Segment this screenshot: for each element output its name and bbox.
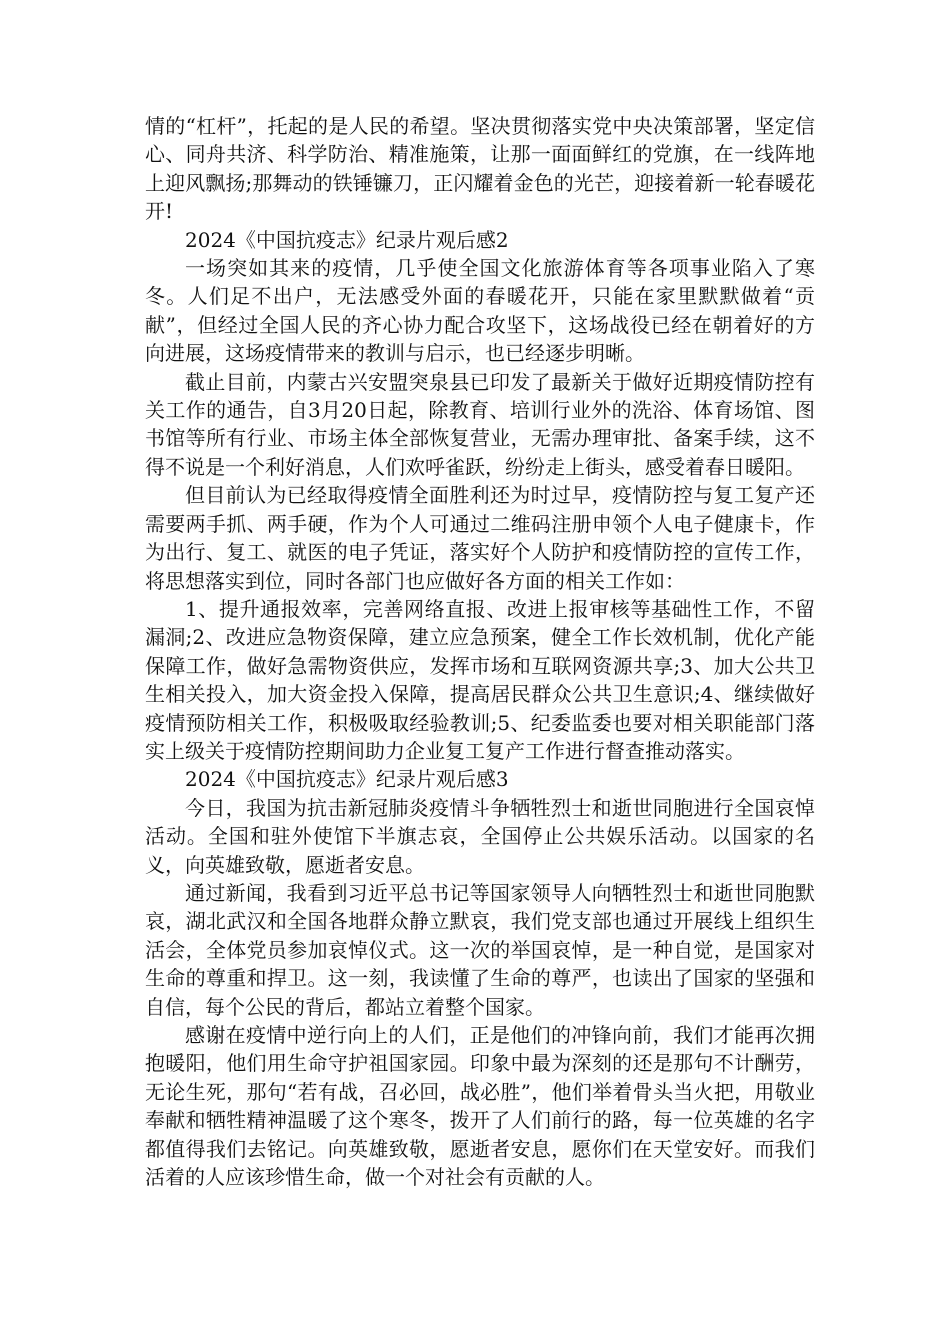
section-heading: 2024《中国抗疫志》纪录片观后感2 [185, 227, 509, 252]
paragraph: 但目前认为已经取得疫情全面胜利还为时过早，疫情防控与复工复产还需要两手抓、两手硬，作为个人可通过二维码注册申领个人电子健康卡，作为出行、复工、就医的电子凭证，落实好个人防护和疫情防控的宣传工作，将思想落实到位，同时各部门也应做好各方面的相关工作如： [145, 483, 815, 593]
paragraph: 一场突如其来的疫情，几乎使全国文化旅游体育等各项事业陷入了寒冬。人们足不出户，无法感受外面的春暖花开，只能在家里默默做着“贡献”，但经过全国人民的齐心协力配合攻坚下，这场战役已经在朝着好的方向进展，这场疫情带来的教训与启示，也已经逐步明晰。 [145, 256, 815, 366]
document-page [145, 112, 815, 1191]
paragraph: 通过新闻，我看到习近平总书记等国家领导人向牺牲烈士和逝世同胞默哀，湖北武汉和全国各地群众静立默哀，我们党支部也通过开展线上组织生活会，全体党员参加哀悼仪式。这一次的举国哀悼，是一种自觉，是国家对生命的尊重和捍卫。这一刻，我读懂了生命的尊严，也读出了国家的坚强和自信，每个公民的背后，都站立着整个国家。 [145, 880, 815, 1019]
paragraph: 情的“杠杆”，托起的是人民的希望。坚决贯彻落实党中央决策部署，坚定信心、同舟共济、科学防治、精准施策，让那一面面鲜红的党旗，在一线阵地上迎风飘扬;那舞动的铁锤镰刀，正闪耀着金色的光芒，迎接着新一轮春暖花开! [145, 114, 815, 224]
section-heading: 2024《中国抗疫志》纪录片观后感3 [185, 767, 509, 792]
paragraph: 截止目前，内蒙古兴安盟突泉县已印发了最新关于做好近期疫情防控有关工作的通告，自3月20日起，除教育、培训行业外的洗浴、体育场馆、图书馆等所有行业、市场主体全部恢复营业，无需办理审批、备案手续，这不得不说是一个利好消息，人们欢呼雀跃，纷纷走上街头，感受着春日暖阳。 [145, 369, 815, 479]
paragraph: 感谢在疫情中逆行向上的人们，正是他们的冲锋向前，我们才能再次拥抱暖阳，他们用生命守护祖国家园。印象中最为深刻的还是那句不计酬劳，无论生死，那句“若有战，召必回，战必胜”，他们举着骨头当火把，用敬业奉献和牺牲精神温暖了这个寒冬，拨开了人们前行的路，每一位英雄的名字都值得我们去铭记。向英雄致敬，愿逝者安息，愿你们在天堂安好。而我们活着的人应该珍惜生命，做一个对社会有贡献的人。 [145, 1023, 815, 1190]
paragraph: 今日，我国为抗击新冠肺炎疫情斗争牺牲烈士和逝世同胞进行全国哀悼活动。全国和驻外使馆下半旗志哀，全国停止公共娱乐活动。以国家的名义，向英雄致敬，愿逝者安息。 [145, 795, 815, 877]
paragraph: 1、提升通报效率，完善网络直报、改进上报审核等基础性工作，不留漏洞;2、改进应急物资保障，建立应急预案，健全工作长效机制，优化产能保障工作，做好急需物资供应，发挥市场和互联网资源共享;3、加大公共卫生相关投入，加大资金投入保障，提高居民群众公共卫生意识;4、继续做好疫情预防相关工作，积极吸取经验教训;5、纪委监委也要对相关职能部门落实上级关于疫情防控期间助力企业复工复产工作进行督查推动落实。 [145, 596, 815, 763]
